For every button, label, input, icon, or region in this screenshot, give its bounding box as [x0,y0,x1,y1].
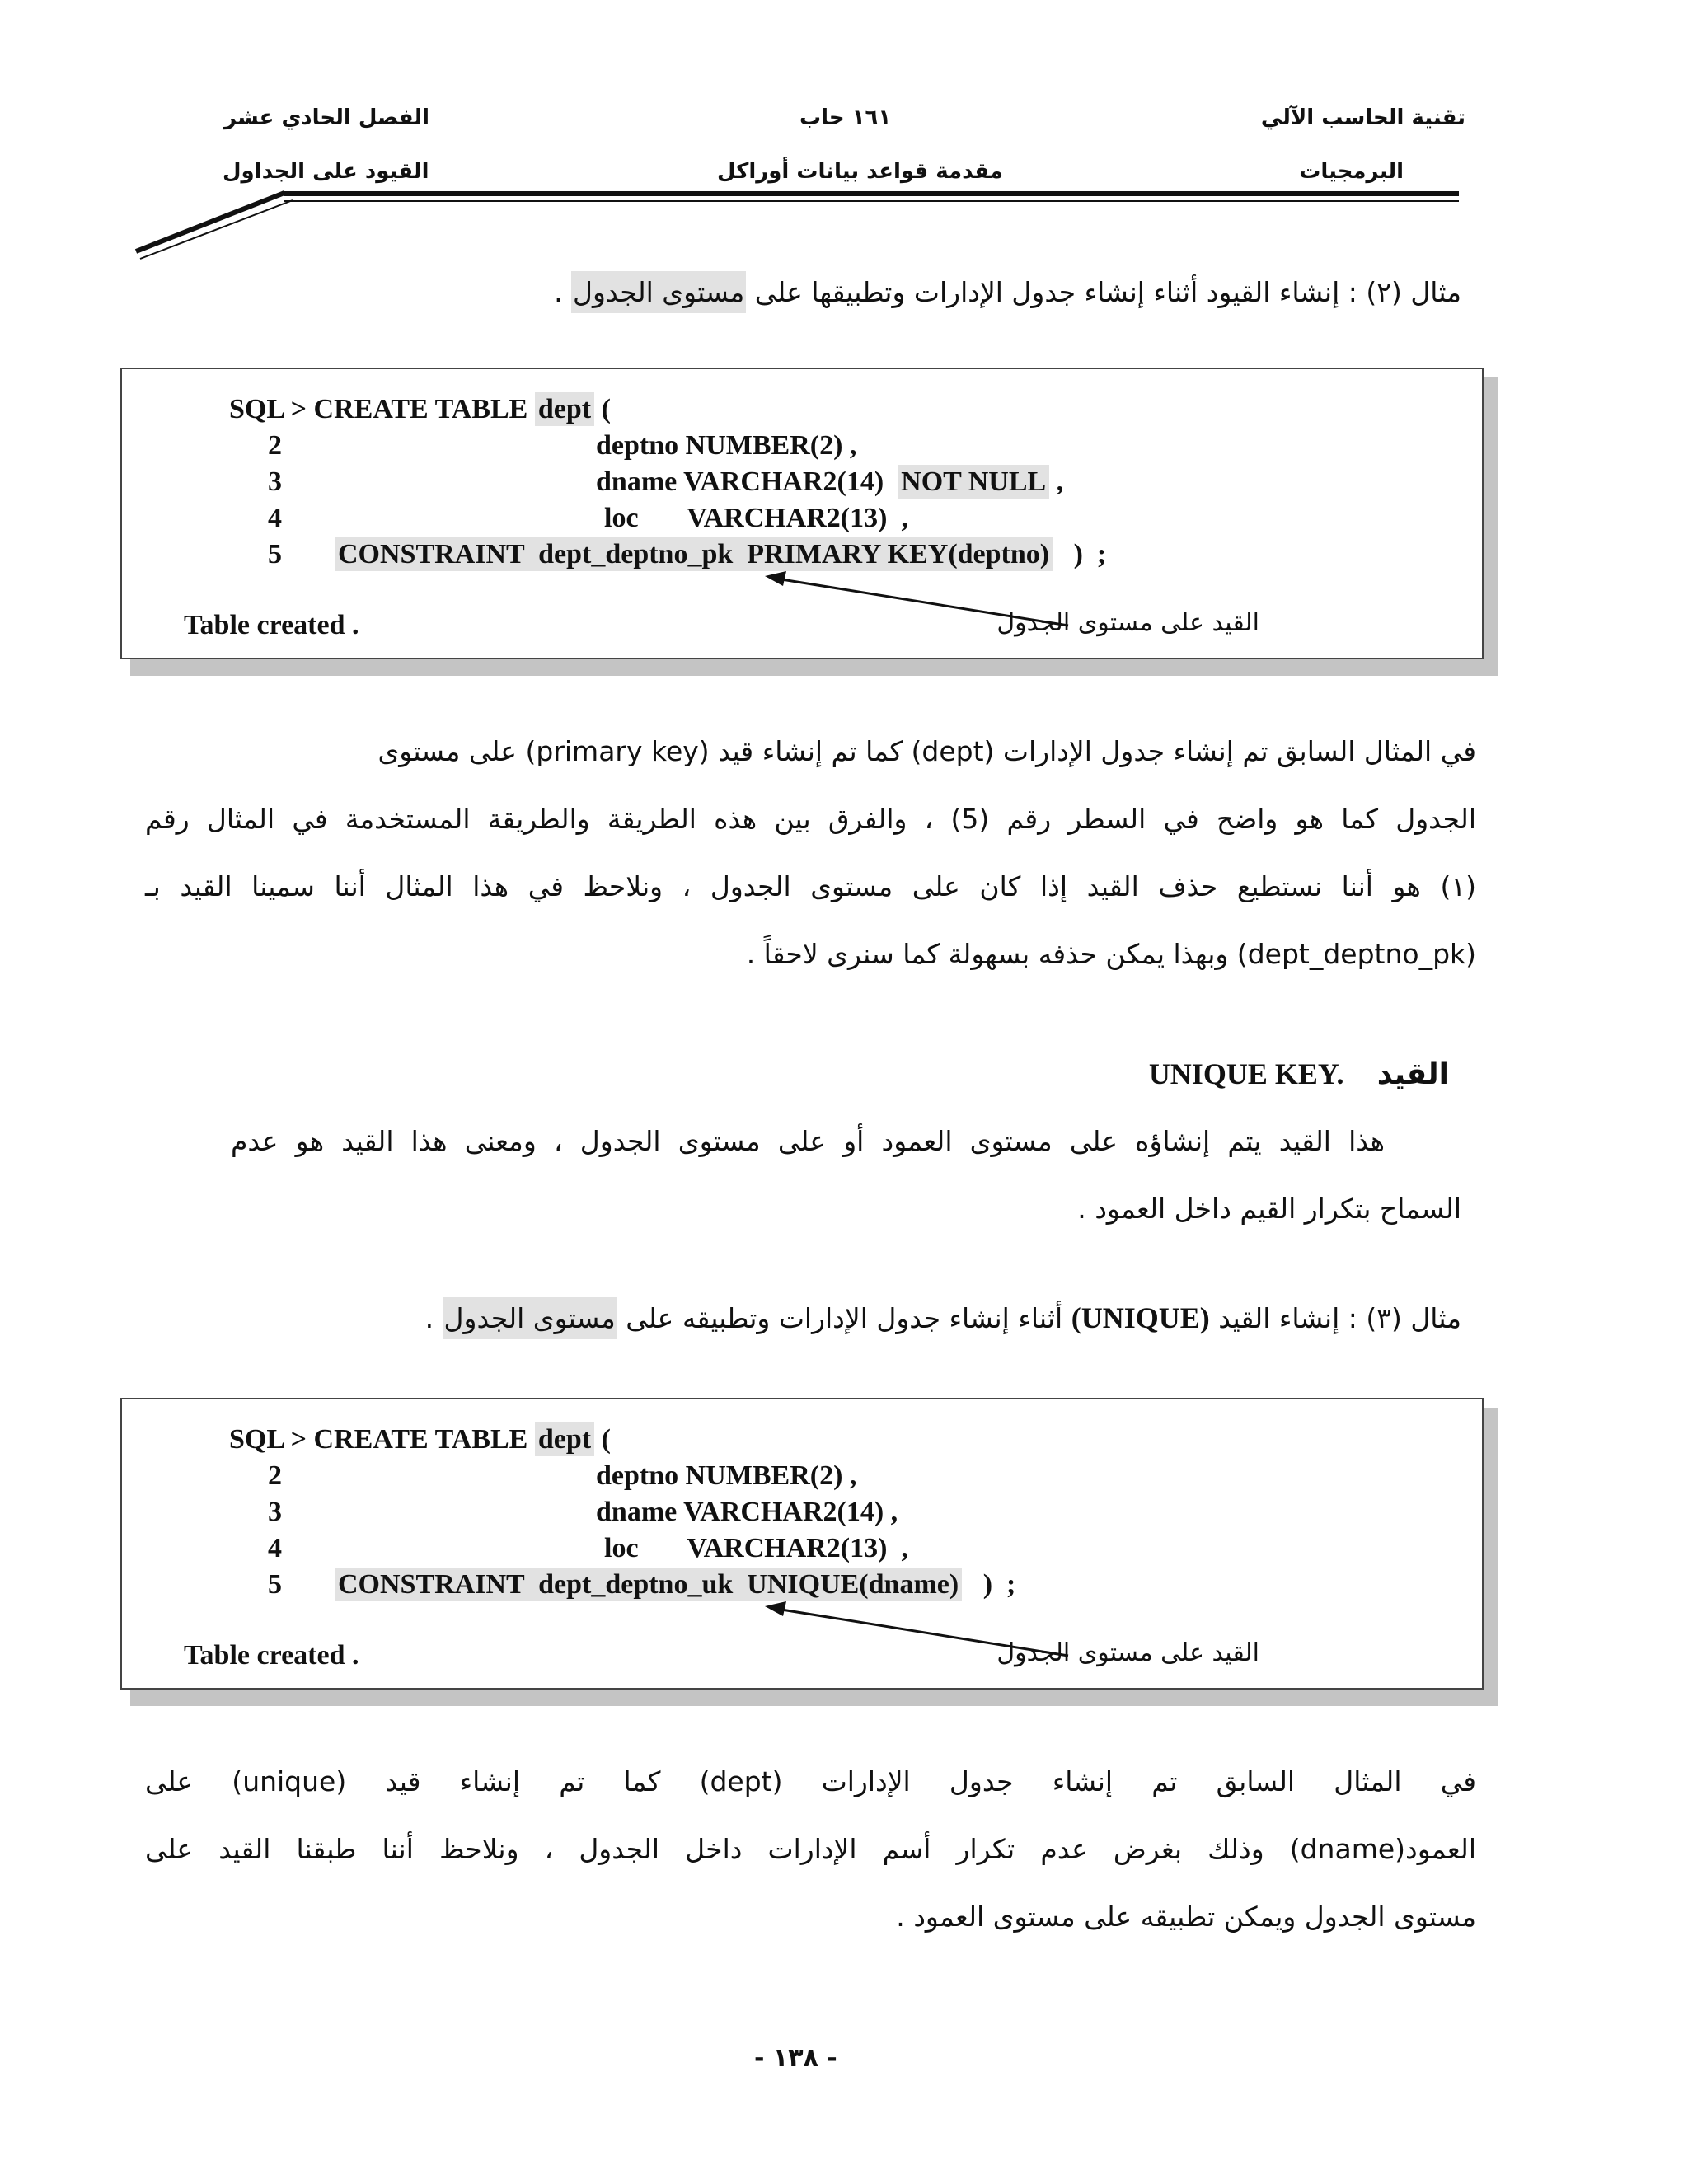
paragraph-1-line-3: (١) هو أننا نستطيع حذف القيد إذا كان على مستوى الجدول ، ونلاحظ في هذا المثال أننا سمينا القيد بـ [145,870,1476,902]
header-rule-thick [284,191,1459,196]
code-2-arrow [765,1601,1078,1663]
header-chapter-topic: القيود على الجداول [223,159,429,184]
example-2-title: مثال (٢) : إنشاء القيود أثناء إنشاء جدول الإدارات وتطبيقها على مستوى الجدول . [554,276,1461,308]
code-1-line-number-3: 3 [268,466,282,497]
code-1-line-2: deptno NUMBER(2) , [596,430,857,461]
code-1-line-3: dname VARCHAR2(14) NOT NULL , [596,466,1064,497]
paragraph-3-line-1: في المثال السابق تم إنشاء جدول الإدارات (dept) كما تم إنشاء قيد (unique) على [145,1765,1476,1797]
header-rule-thin [284,200,1459,202]
code-box-2 [120,1398,1484,1690]
paragraph-1 [145,735,1476,1005]
code-2-line-number-2: 2 [268,1460,282,1491]
paragraph-3-line-2: العمود(dname) وذلك بغرض عدم تكرار أسم الإدارات داخل الجدول ، ونلاحظ أننا طبقنا القيد على [145,1833,1476,1865]
code-2-result: Table created . [184,1640,359,1671]
paragraph-3-line-3: مستوى الجدول ويمكن تطبيقه على مستوى العمود . [896,1900,1476,1933]
code-2-line-4: loc VARCHAR2(13) , [604,1533,908,1563]
header-course-title: مقدمة قواعد بيانات أوراكل [717,159,1003,184]
code-2-line-2: deptno NUMBER(2) , [596,1460,857,1491]
code-1-line-1: SQL > CREATE TABLE dept ( [229,394,611,424]
code-1-annotation: القيد على مستوى الجدول [996,608,1259,637]
code-1-result: Table created . [184,610,359,640]
code-1-arrow [765,571,1078,633]
paragraph-1-line-4: (dept_deptno_pk) وبهذا يمكن حذفه بسهولة كما سنرى لاحقاً . [746,938,1476,970]
unique-key-heading [1149,1057,1449,1091]
code-1-line-number-5: 5 [268,539,282,569]
code-1-line-number-4: 4 [268,503,282,533]
code-2-line-number-4: 4 [268,1533,282,1563]
code-2-line-1: SQL > CREATE TABLE dept ( [229,1424,611,1455]
paragraph-2 [231,1125,1385,1193]
header-course-code: ١٦١ حاب [799,105,892,130]
code-box-1 [120,368,1484,659]
code-1-line-number-2: 2 [268,430,282,461]
code-2-line-number-5: 5 [268,1569,282,1600]
code-1-line-5: CONSTRAINT dept_deptno_pk PRIMARY KEY(deptno) ) ; [335,539,1106,570]
code-2-annotation: القيد على مستوى الجدول [996,1638,1259,1667]
header-chapter-number: الفصل الحادي عشر [224,105,430,130]
page-number: - ١٣٨ - [754,2044,837,2073]
code-2-line-5: CONSTRAINT dept_deptno_uk UNIQUE(dname) ) ; [335,1569,1015,1601]
code-2-line-number-3: 3 [268,1497,282,1527]
code-1-line-4: loc VARCHAR2(13) , [604,503,908,533]
header-chapter-title: تقنية الحاسب الآلي [1260,105,1465,130]
paragraph-3 [145,1765,1476,1968]
header-section: البرمجيات [1299,159,1404,184]
paragraph-2-line-2: السماح بتكرار القيم داخل العمود . [1077,1193,1461,1225]
unique-key-heading-ar: القيد [1376,1057,1449,1091]
unique-key-heading-en: UNIQUE KEY. [1148,1057,1344,1090]
header-slant-rule [132,185,297,260]
example-3-title: مثال (٣) : إنشاء القيد (UNIQUE) أثناء إنشاء جدول الإدارات وتطبيقه على مستوى الجدول . [425,1301,1461,1335]
paragraph-1-line-2: الجدول كما هو واضح في السطر رقم (5) ، والفرق بين هذه الطريقة والطريقة المستخدمة في المثال رقم [145,803,1476,835]
paragraph-2-line-1: هذا القيد يتم إنشاؤه على مستوى العمود أو على مستوى الجدول ، ومعنى هذا القيد هو عدم [231,1125,1385,1157]
example-2-title-highlight: مستوى الجدول [571,271,746,313]
example-3-title-highlight: مستوى الجدول [443,1297,617,1339]
paragraph-1-line-1: في المثال السابق تم إنشاء جدول الإدارات (dept) كما تم إنشاء قيد (primary key) على مستوى [377,735,1476,767]
code-2-line-3: dname VARCHAR2(14) , [596,1497,898,1527]
